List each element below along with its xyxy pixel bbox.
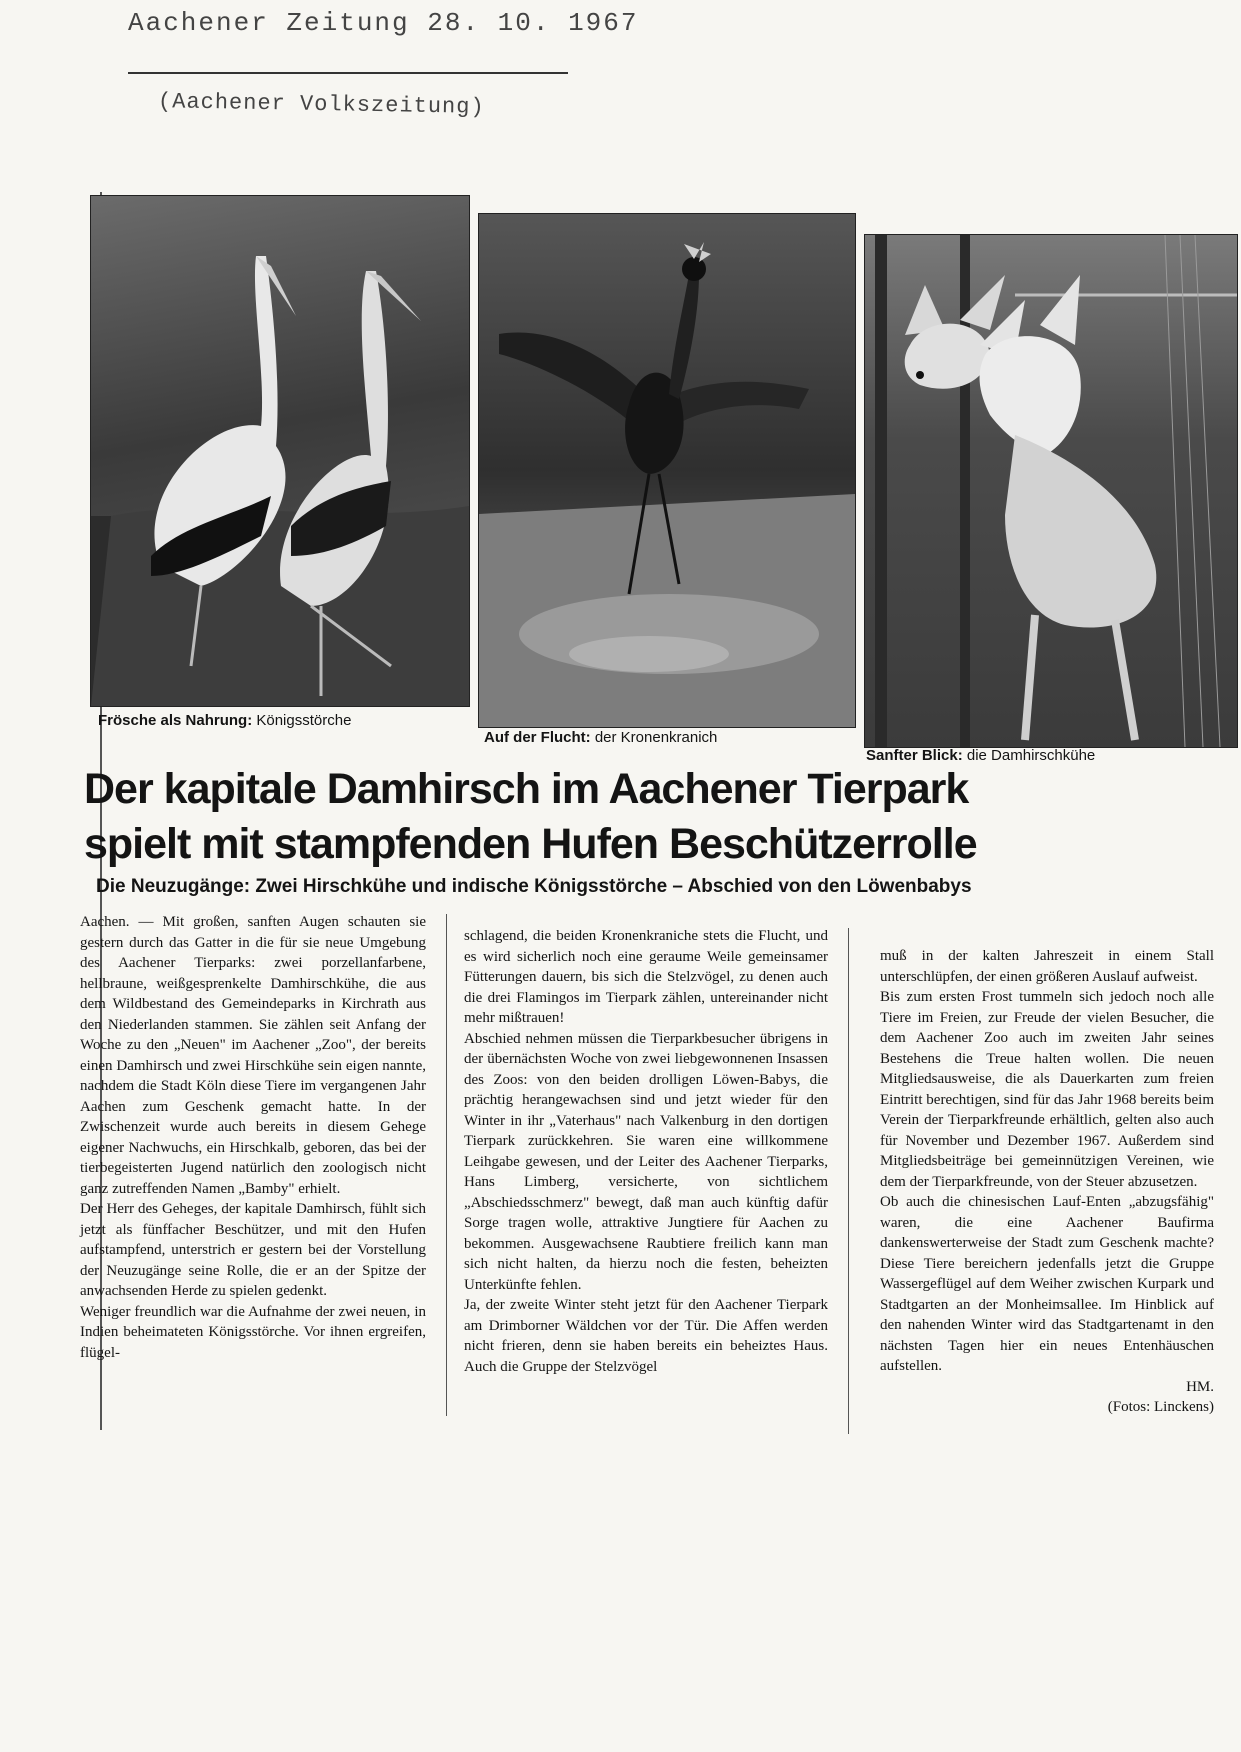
article-column-2 [464,926,828,1377]
paragraph: Der Herr des Geheges, der kapitale Damhirsch, fühlt sich jetzt als fünffacher Beschützer, und mit den Hufen aufstampfend, unterstrich er gestern bei der Vorstellung der Neuzugänge seine Rolle, die er an der Spitze der anwachsenden Herde zu spielen gedenkt. [80,1201,426,1299]
deer-illustration [865,235,1237,747]
article-column-1 [80,912,426,1363]
photo-caption-deer: Sanfter Blick: die Damhirschkühe [866,747,1096,764]
subheadline: Die Neuzugänge: Zwei Hirschkühe und indische Königsstörche – Abschied von den Löwenbabys [96,876,972,897]
photo-storks [90,195,470,707]
photo-caption-crane: Auf der Flucht: der Kronenkranich [484,729,718,746]
source-underline [128,72,568,74]
photo-deer [864,234,1238,748]
photo-crane [478,213,856,728]
source-annotation: Aachener Zeitung 28. 10. 1967 [128,8,639,38]
paragraph: Weniger freundlich war die Aufnahme der zwei neuen, in Indien beheimateten Königsstörche. Vor ihnen ergreifen, flügel- [80,1303,426,1361]
paragraph: Bis zum ersten Frost tummeln sich jedoch noch alle Tiere im Freien, zur Freude der vielen Besucher, die dem Aachener Zoo auch im zweiten Jahr seines Bestehens die Treue halten wollen. Die neuen Mitgliedsausweise, die als Dauerkarten zum freien Eintritt berechtigen, sind für das Jahr 1968 bereits beim Verein der Tierparkfreunde erhältlich, gelten also auch für November und Dezember 1967. Außerdem sind Mitgliedsbeiträge bei gemeinnützigen Vereinen, wie dem der Tierparkfreunde, von der Steuer abzusetzen. [880,989,1214,1190]
headline-line-2: spielt mit stampfenden Hufen Beschützerrolle [84,820,977,868]
storks-illustration [91,196,469,706]
article-column-3 [880,946,1214,1418]
crane-illustration [479,214,855,727]
paragraph: muß in der kalten Jahreszeit in einem Stall unterschlüpfen, der einen größeren Auslauf aufweist. [880,948,1214,985]
photo-caption-storks: Frösche als Nahrung: Königsstörche [98,712,352,729]
column-rule [446,914,447,1416]
paragraph: Aachen. — Mit großen, sanften Augen schauten sie gestern durch das Gatter in die für sie neue Umgebung des Aachener Tierparks: zwei porzellanfarbene, hellbraune, weißgesprenkelte Damhirschkühe, die aus dem Wildbestand des Gemeindeparks in Kirchrath aus den Niederlanden stammen. Sie zählen seit Anfang der Woche zu den „Neuen" im Aachener „Zoo", der bereits einen Damhirsch und zwei Hirschkühe sein eigen nannte, nachdem die Stadt Köln diese Tiere im vergangenen Jahr Aachen zum Geschenk gemacht hatte. In der Zwischenzeit wurde auch bereits in diesem Gehege eigener Nachwuchs, ein Hirschkalb, geboren, das bei der tierbegeisterten Jugend natürlich den zoologisch nicht ganz zutreffenden Namen „Bamby" erhielt. [80,914,426,1197]
headline-line-1: Der kapitale Damhirsch im Aachener Tierpark [84,765,969,813]
subsource-annotation: (Aachener Volkszeitung) [157,89,485,120]
paragraph: Abschied nehmen müssen die Tierparkbesucher übrigens in der übernächsten Woche von zwei liebgewonnenen Insassen des Zoos: von den beiden drolligen Löwen-Babys, die prächtig herangewachsen sind und jetzt wieder für den Winter in ihr „Vaterhaus" nach Valkenburg in den dortigen Tierpark zurückkehren. Sie waren eine willkommene Leihgabe gewesen, und der Leiter des Aachener Tierparks, Hans Limberg, versicherte, von sichtlichem „Abschiedsschmerz" bewegt, daß man auch künftig dafür Sorge tragen wolle, attraktive Jungtiere für Aachen zu bekommen. Ausgewachsene Raubtiere freilich kann man sich nicht halten, da hierzu noch die festen, beheizten Unterkünfte fehlen. [464,1030,828,1293]
paragraph: schlagend, die beiden Kronenkraniche stets die Flucht, und es wird sicherlich noch eine geraume Weile gemeinsamer Fütterungen dauern, bis sich die Stelzvögel, zu denen auch die drei Flamingos im Tierpark zählen, untereinander nicht mehr mißtrauen! [464,928,828,1026]
photo-credit: (Fotos: Linckens) [1107,1399,1214,1415]
paragraph: Ob auch die chinesischen Lauf-Enten „abzugsfähig" waren, die eine Aachener Baufirma dankenswerterweise der Stadt zum Geschenk machte? Diese Tiere bereichern jedenfalls jetzt die Gruppe Wassergeflügel auf dem Weiher zwischen Kurpark und Stadtgarten an der Monheimsallee. Im Hinblick auf den nahenden Winter wird das Stadtgartenamt in den nächsten Tagen hier ein neues Entenhäuschen aufstellen. [880,1194,1214,1374]
author-signature: HM. [1186,1378,1214,1395]
paragraph: Ja, der zweite Winter steht jetzt für den Aachener Tierpark am Drimborner Wäldchen vor der Tür. Die Affen werden nicht frieren, denn sie haben bereits ein beheiztes Haus. Auch die Gruppe der Stelzvögel [464,1297,828,1375]
column-rule [848,928,849,1434]
